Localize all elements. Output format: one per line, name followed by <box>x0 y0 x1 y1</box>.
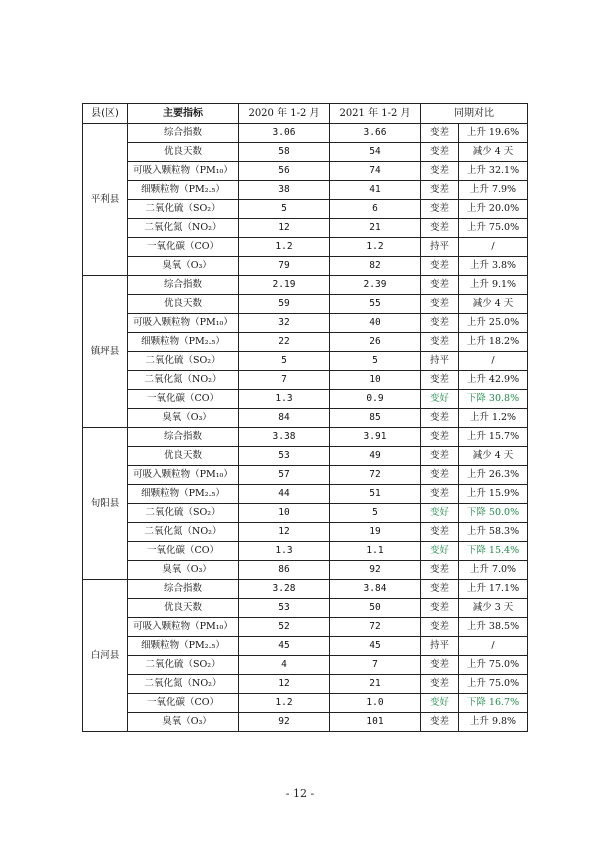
indicator-cell: 二氧化硫（SO₂） <box>128 352 239 371</box>
value-2021-cell: 85 <box>330 409 421 428</box>
air-quality-table <box>82 103 528 732</box>
trend-cell: 变差 <box>421 675 459 694</box>
value-2021-cell: 101 <box>330 713 421 732</box>
value-2020-cell: 5 <box>239 200 330 219</box>
table-row <box>83 713 528 732</box>
value-2020-cell: 3.06 <box>239 124 330 143</box>
table-row <box>83 466 528 485</box>
change-cell: 上升 15.7% <box>459 428 528 447</box>
value-2020-cell: 1.2 <box>239 238 330 257</box>
value-2021-cell: 50 <box>330 599 421 618</box>
change-cell: 下降 15.4% <box>459 542 528 561</box>
value-2021-cell: 2.39 <box>330 276 421 295</box>
table-row <box>83 580 528 599</box>
change-cell: 减少 4 天 <box>459 295 528 314</box>
table-row <box>83 523 528 542</box>
county-cell: 镇坪县 <box>83 276 128 428</box>
table-row <box>83 314 528 333</box>
value-2020-cell: 12 <box>239 523 330 542</box>
trend-cell: 变差 <box>421 618 459 637</box>
value-2020-cell: 38 <box>239 181 330 200</box>
trend-cell: 变差 <box>421 580 459 599</box>
indicator-cell: 综合指数 <box>128 276 239 295</box>
trend-cell: 变差 <box>421 181 459 200</box>
header-indicator: 主要指标 <box>128 104 239 124</box>
table-row <box>83 485 528 504</box>
table-row <box>83 561 528 580</box>
table-row <box>83 637 528 656</box>
change-cell: 上升 32.1% <box>459 162 528 181</box>
header-2020: 2020 年 1-2 月 <box>239 104 330 124</box>
value-2021-cell: 5 <box>330 352 421 371</box>
value-2020-cell: 1.2 <box>239 694 330 713</box>
value-2020-cell: 86 <box>239 561 330 580</box>
trend-cell: 变差 <box>421 124 459 143</box>
county-cell: 平利县 <box>83 124 128 276</box>
change-cell: 下降 16.7% <box>459 694 528 713</box>
value-2021-cell: 3.84 <box>330 580 421 599</box>
change-cell: 上升 9.1% <box>459 276 528 295</box>
value-2020-cell: 84 <box>239 409 330 428</box>
trend-cell: 变差 <box>421 162 459 181</box>
value-2021-cell: 45 <box>330 637 421 656</box>
indicator-cell: 二氧化氮（NO₂） <box>128 523 239 542</box>
value-2020-cell: 53 <box>239 599 330 618</box>
trend-cell: 变好 <box>421 542 459 561</box>
value-2021-cell: 21 <box>330 219 421 238</box>
value-2021-cell: 49 <box>330 447 421 466</box>
change-cell: 上升 19.6% <box>459 124 528 143</box>
trend-cell: 变好 <box>421 504 459 523</box>
trend-cell: 变差 <box>421 314 459 333</box>
value-2021-cell: 82 <box>330 257 421 276</box>
table-row <box>83 409 528 428</box>
value-2021-cell: 55 <box>330 295 421 314</box>
change-cell: 上升 9.8% <box>459 713 528 732</box>
value-2020-cell: 79 <box>239 257 330 276</box>
value-2020-cell: 53 <box>239 447 330 466</box>
change-cell: / <box>459 637 528 656</box>
trend-cell: 变差 <box>421 409 459 428</box>
trend-cell: 变差 <box>421 257 459 276</box>
trend-cell: 变差 <box>421 276 459 295</box>
value-2020-cell: 22 <box>239 333 330 352</box>
table-row <box>83 276 528 295</box>
value-2020-cell: 3.28 <box>239 580 330 599</box>
table-row <box>83 618 528 637</box>
trend-cell: 变差 <box>421 523 459 542</box>
change-cell: 下降 50.0% <box>459 504 528 523</box>
value-2021-cell: 51 <box>330 485 421 504</box>
change-cell: 上升 75.0% <box>459 656 528 675</box>
table-row <box>83 143 528 162</box>
change-cell: 上升 26.3% <box>459 466 528 485</box>
value-2020-cell: 32 <box>239 314 330 333</box>
indicator-cell: 臭氧（O₃） <box>128 713 239 732</box>
trend-cell: 变差 <box>421 295 459 314</box>
value-2021-cell: 1.1 <box>330 542 421 561</box>
value-2021-cell: 40 <box>330 314 421 333</box>
change-cell: 减少 4 天 <box>459 143 528 162</box>
trend-cell: 持平 <box>421 637 459 656</box>
value-2021-cell: 0.9 <box>330 390 421 409</box>
change-cell: 上升 17.1% <box>459 580 528 599</box>
change-cell: 上升 38.5% <box>459 618 528 637</box>
trend-cell: 变差 <box>421 371 459 390</box>
trend-cell: 变差 <box>421 561 459 580</box>
change-cell: 上升 75.0% <box>459 675 528 694</box>
value-2020-cell: 58 <box>239 143 330 162</box>
table-row <box>83 257 528 276</box>
indicator-cell: 臭氧（O₃） <box>128 409 239 428</box>
value-2020-cell: 10 <box>239 504 330 523</box>
value-2021-cell: 72 <box>330 618 421 637</box>
table-row <box>83 162 528 181</box>
indicator-cell: 优良天数 <box>128 447 239 466</box>
change-cell: 上升 3.8% <box>459 257 528 276</box>
value-2021-cell: 21 <box>330 675 421 694</box>
value-2020-cell: 57 <box>239 466 330 485</box>
value-2020-cell: 5 <box>239 352 330 371</box>
change-cell: 上升 58.3% <box>459 523 528 542</box>
trend-cell: 持平 <box>421 352 459 371</box>
trend-cell: 变差 <box>421 713 459 732</box>
indicator-cell: 二氧化氮（NO₂） <box>128 219 239 238</box>
change-cell: 下降 30.8% <box>459 390 528 409</box>
value-2021-cell: 1.0 <box>330 694 421 713</box>
indicator-cell: 细颗粒物（PM₂.₅） <box>128 485 239 504</box>
value-2020-cell: 59 <box>239 295 330 314</box>
trend-cell: 变差 <box>421 599 459 618</box>
change-cell: 上升 75.0% <box>459 219 528 238</box>
trend-cell: 变差 <box>421 656 459 675</box>
indicator-cell: 细颗粒物（PM₂.₅） <box>128 333 239 352</box>
table-row <box>83 333 528 352</box>
value-2020-cell: 3.38 <box>239 428 330 447</box>
indicator-cell: 优良天数 <box>128 599 239 618</box>
indicator-cell: 可吸入颗粒物（PM₁₀） <box>128 466 239 485</box>
trend-cell: 变差 <box>421 447 459 466</box>
indicator-cell: 优良天数 <box>128 143 239 162</box>
indicator-cell: 二氧化硫（SO₂） <box>128 656 239 675</box>
value-2021-cell: 3.66 <box>330 124 421 143</box>
indicator-cell: 一氧化碳（CO） <box>128 542 239 561</box>
indicator-cell: 二氧化氮（NO₂） <box>128 675 239 694</box>
value-2020-cell: 12 <box>239 675 330 694</box>
value-2021-cell: 3.91 <box>330 428 421 447</box>
indicator-cell: 一氧化碳（CO） <box>128 694 239 713</box>
indicator-cell: 可吸入颗粒物（PM₁₀） <box>128 162 239 181</box>
change-cell: 上升 7.9% <box>459 181 528 200</box>
value-2021-cell: 6 <box>330 200 421 219</box>
value-2020-cell: 7 <box>239 371 330 390</box>
indicator-cell: 臭氧（O₃） <box>128 561 239 580</box>
value-2020-cell: 12 <box>239 219 330 238</box>
value-2020-cell: 1.3 <box>239 390 330 409</box>
indicator-cell: 可吸入颗粒物（PM₁₀） <box>128 314 239 333</box>
value-2020-cell: 56 <box>239 162 330 181</box>
value-2021-cell: 19 <box>330 523 421 542</box>
trend-cell: 变差 <box>421 428 459 447</box>
table-row <box>83 675 528 694</box>
page-number: - 12 - <box>285 787 315 800</box>
change-cell: 上升 18.2% <box>459 333 528 352</box>
table-row <box>83 124 528 143</box>
table-row <box>83 371 528 390</box>
table-row <box>83 181 528 200</box>
trend-cell: 变差 <box>421 466 459 485</box>
trend-cell: 变差 <box>421 485 459 504</box>
trend-cell: 变差 <box>421 333 459 352</box>
value-2020-cell: 44 <box>239 485 330 504</box>
indicator-cell: 臭氧（O₃） <box>128 257 239 276</box>
indicator-cell: 二氧化硫（SO₂） <box>128 200 239 219</box>
table-row <box>83 542 528 561</box>
change-cell: 减少 4 天 <box>459 447 528 466</box>
table-row <box>83 238 528 257</box>
value-2020-cell: 4 <box>239 656 330 675</box>
indicator-cell: 一氧化碳（CO） <box>128 238 239 257</box>
table-row <box>83 200 528 219</box>
table-row <box>83 428 528 447</box>
value-2021-cell: 10 <box>330 371 421 390</box>
indicator-cell: 细颗粒物（PM₂.₅） <box>128 637 239 656</box>
indicator-cell: 一氧化碳（CO） <box>128 390 239 409</box>
table-row <box>83 656 528 675</box>
indicator-cell: 可吸入颗粒物（PM₁₀） <box>128 618 239 637</box>
change-cell: 上升 7.0% <box>459 561 528 580</box>
indicator-cell: 综合指数 <box>128 428 239 447</box>
change-cell: / <box>459 352 528 371</box>
indicator-cell: 二氧化氮（NO₂） <box>128 371 239 390</box>
indicator-cell: 综合指数 <box>128 580 239 599</box>
indicator-cell: 综合指数 <box>128 124 239 143</box>
table-row <box>83 694 528 713</box>
value-2021-cell: 26 <box>330 333 421 352</box>
table-row <box>83 219 528 238</box>
table-row <box>83 447 528 466</box>
value-2021-cell: 7 <box>330 656 421 675</box>
value-2021-cell: 54 <box>330 143 421 162</box>
value-2021-cell: 92 <box>330 561 421 580</box>
county-cell: 白河县 <box>83 580 128 732</box>
value-2020-cell: 92 <box>239 713 330 732</box>
value-2020-cell: 1.3 <box>239 542 330 561</box>
change-cell: 上升 1.2% <box>459 409 528 428</box>
table-row <box>83 295 528 314</box>
table-header-row <box>83 104 528 124</box>
header-comparison: 同期对比 <box>421 104 528 124</box>
change-cell: 上升 20.0% <box>459 200 528 219</box>
trend-cell: 变好 <box>421 390 459 409</box>
value-2021-cell: 5 <box>330 504 421 523</box>
trend-cell: 变差 <box>421 200 459 219</box>
table-body <box>83 124 528 732</box>
table-row <box>83 504 528 523</box>
change-cell: 上升 25.0% <box>459 314 528 333</box>
trend-cell: 变差 <box>421 143 459 162</box>
value-2021-cell: 72 <box>330 466 421 485</box>
value-2021-cell: 74 <box>330 162 421 181</box>
change-cell: 上升 42.9% <box>459 371 528 390</box>
value-2021-cell: 41 <box>330 181 421 200</box>
value-2021-cell: 1.2 <box>330 238 421 257</box>
value-2020-cell: 2.19 <box>239 276 330 295</box>
change-cell: 上升 15.9% <box>459 485 528 504</box>
header-county: 县(区) <box>83 104 128 124</box>
value-2020-cell: 52 <box>239 618 330 637</box>
trend-cell: 变差 <box>421 219 459 238</box>
value-2020-cell: 45 <box>239 637 330 656</box>
indicator-cell: 二氧化硫（SO₂） <box>128 504 239 523</box>
change-cell: 减少 3 天 <box>459 599 528 618</box>
table-row <box>83 390 528 409</box>
table-row <box>83 352 528 371</box>
table-row <box>83 599 528 618</box>
county-cell: 旬阳县 <box>83 428 128 580</box>
trend-cell: 持平 <box>421 238 459 257</box>
indicator-cell: 优良天数 <box>128 295 239 314</box>
header-2021: 2021 年 1-2 月 <box>330 104 421 124</box>
change-cell: / <box>459 238 528 257</box>
trend-cell: 变好 <box>421 694 459 713</box>
indicator-cell: 细颗粒物（PM₂.₅） <box>128 181 239 200</box>
